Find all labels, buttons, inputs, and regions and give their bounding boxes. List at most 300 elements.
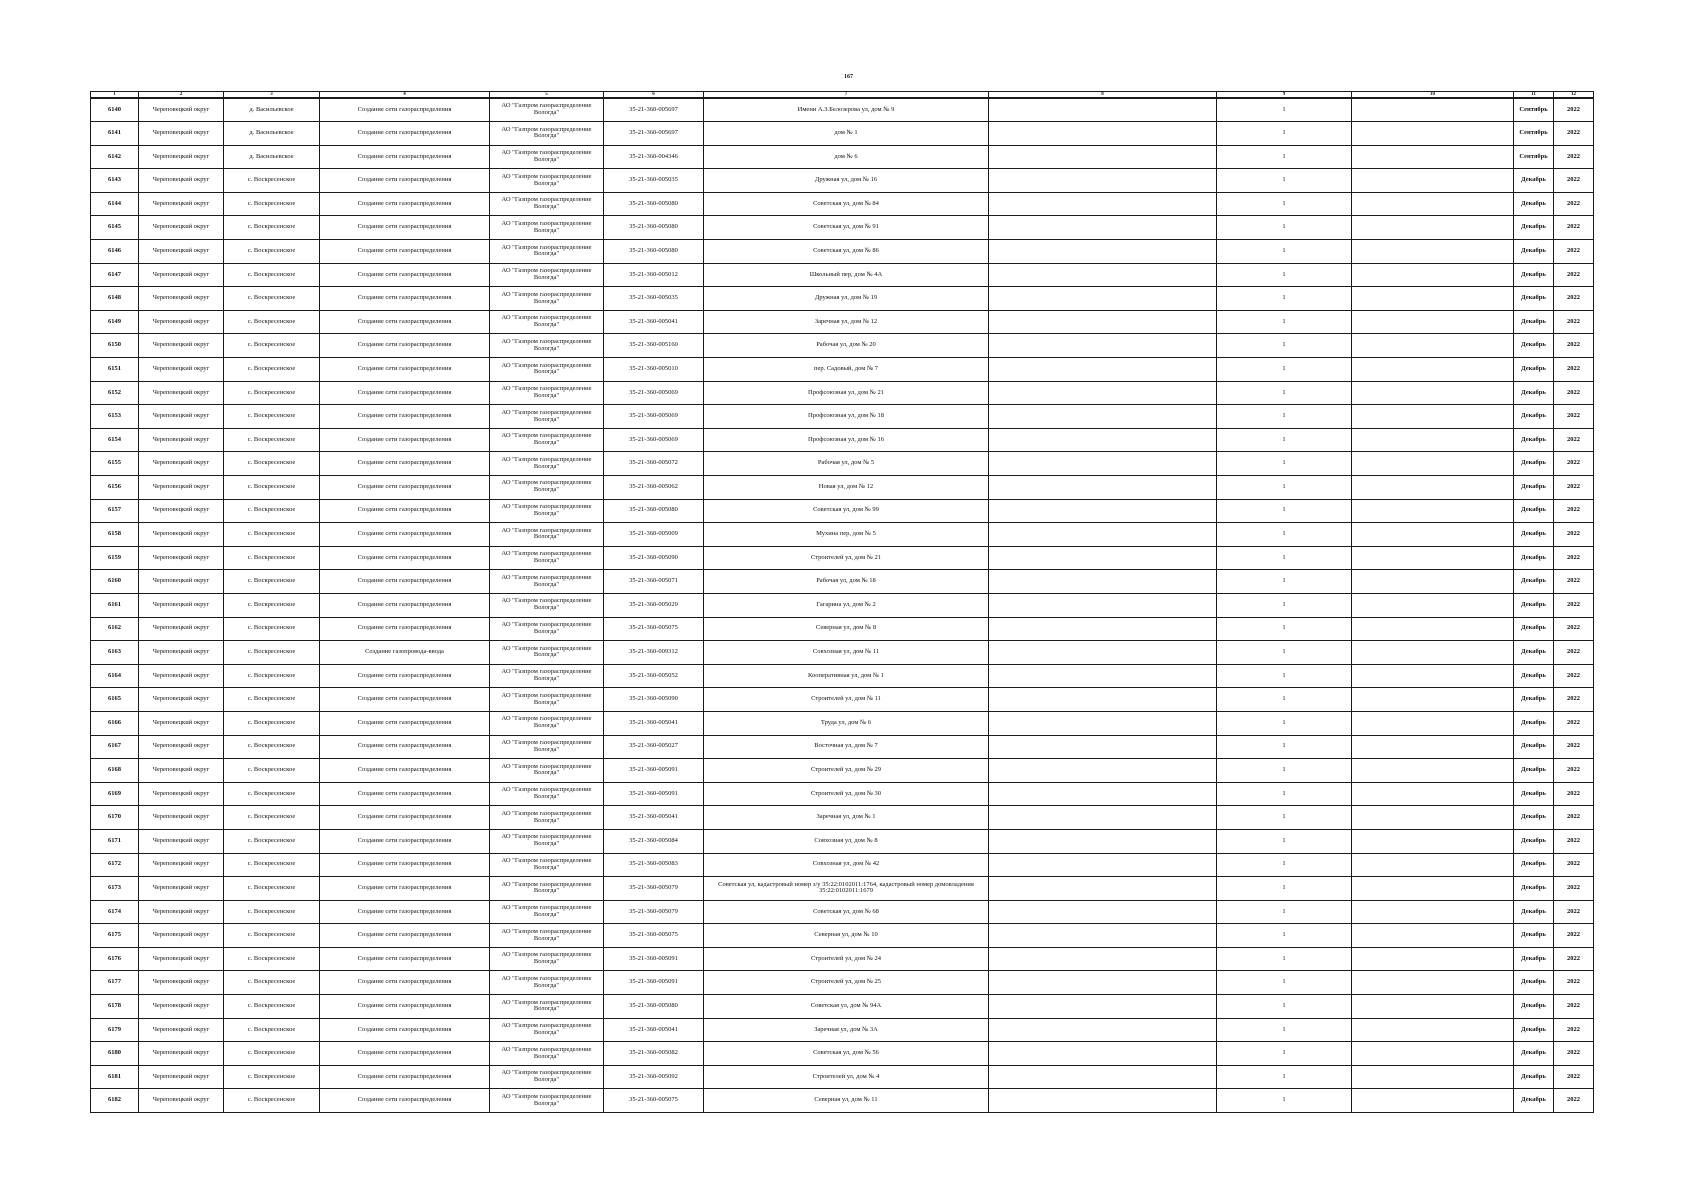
address-cell: Труда ул, дом № 6 [704, 711, 989, 735]
gas-network-code-cell: 35-21-360-005075 [604, 1089, 704, 1113]
row-number-cell: 6161 [91, 593, 139, 617]
row-number-cell: 6142 [91, 145, 139, 169]
organization-cell: АО "Газпром газораспределение Вологда" [490, 688, 604, 712]
row-number-cell: 6168 [91, 759, 139, 783]
row-number-cell: 6160 [91, 570, 139, 594]
month-cell: Декабрь [1514, 263, 1554, 287]
settlement-cell: с. Воскресенское [224, 759, 320, 783]
row-number-cell: 6147 [91, 263, 139, 287]
gas-network-code-cell: 35-21-360-005090 [604, 546, 704, 570]
district-cell: Череповецкий округ [139, 240, 224, 264]
row-number-cell: 6175 [91, 924, 139, 948]
row-number-cell: 6177 [91, 971, 139, 995]
settlement-cell: с. Воскресенское [224, 782, 320, 806]
work-type-cell: Создание газопровода-ввода [320, 641, 490, 665]
row-number-cell: 6167 [91, 735, 139, 759]
district-cell: Череповецкий округ [139, 476, 224, 500]
quantity-cell: 1 [1217, 900, 1352, 924]
empty-cell [1352, 877, 1514, 901]
settlement-cell: с. Воскресенское [224, 405, 320, 429]
column-header: 1 [91, 92, 139, 99]
address-cell: Заречная ул, дом № 12 [704, 310, 989, 334]
table-row [91, 900, 1594, 924]
district-cell: Череповецкий округ [139, 617, 224, 641]
year-cell: 2022 [1554, 98, 1594, 122]
organization-cell: АО "Газпром газораспределение Вологда" [490, 782, 604, 806]
empty-cell [1352, 287, 1514, 311]
empty-cell [989, 995, 1217, 1019]
address-cell: дом № 6 [704, 145, 989, 169]
work-type-cell: Создание сети газораспределения [320, 947, 490, 971]
empty-cell [1352, 995, 1514, 1019]
address-cell: Заречная ул, дом № 3А [704, 1018, 989, 1042]
empty-cell [1352, 546, 1514, 570]
work-type-cell: Создание сети газораспределения [320, 240, 490, 264]
organization-cell: АО "Газпром газораспределение Вологда" [490, 947, 604, 971]
organization-cell: АО "Газпром газораспределение Вологда" [490, 452, 604, 476]
work-type-cell: Создание сети газораспределения [320, 499, 490, 523]
table-row [91, 1065, 1594, 1089]
address-cell: Советская ул, дом № 94А [704, 995, 989, 1019]
year-cell: 2022 [1554, 1089, 1594, 1113]
year-cell: 2022 [1554, 358, 1594, 382]
settlement-cell: с. Воскресенское [224, 546, 320, 570]
column-header: 9 [1217, 92, 1352, 99]
address-cell: Профсоюзная ул, дом № 16 [704, 428, 989, 452]
work-type-cell: Создание сети газораспределения [320, 310, 490, 334]
address-cell: Рабочая ул, дом № 20 [704, 334, 989, 358]
month-cell: Сентябрь [1514, 145, 1554, 169]
row-number-cell: 6171 [91, 829, 139, 853]
table-row [91, 122, 1594, 146]
year-cell: 2022 [1554, 924, 1594, 948]
gas-network-code-cell: 35-21-360-005080 [604, 192, 704, 216]
settlement-cell: с. Воскресенское [224, 523, 320, 547]
year-cell: 2022 [1554, 688, 1594, 712]
quantity-cell: 1 [1217, 1018, 1352, 1042]
month-cell: Декабрь [1514, 1042, 1554, 1066]
empty-cell [1352, 617, 1514, 641]
address-cell: Советская ул, дом № 68 [704, 900, 989, 924]
work-type-cell: Создание сети газораспределения [320, 688, 490, 712]
address-cell: Совхозная ул, дом № 42 [704, 853, 989, 877]
address-cell: Гагарина ул, дом № 2 [704, 593, 989, 617]
organization-cell: АО "Газпром газораспределение Вологда" [490, 1018, 604, 1042]
month-cell: Декабрь [1514, 358, 1554, 382]
quantity-cell: 1 [1217, 381, 1352, 405]
organization-cell: АО "Газпром газораспределение Вологда" [490, 641, 604, 665]
work-type-cell: Создание сети газораспределения [320, 1018, 490, 1042]
gas-network-code-cell: 35-21-360-005035 [604, 287, 704, 311]
settlement-cell: д. Васильевское [224, 145, 320, 169]
empty-cell [989, 263, 1217, 287]
quantity-cell: 1 [1217, 1042, 1352, 1066]
row-number-cell: 6169 [91, 782, 139, 806]
gas-network-code-cell: 35-21-360-005083 [604, 853, 704, 877]
year-cell: 2022 [1554, 546, 1594, 570]
table-row [91, 711, 1594, 735]
district-cell: Череповецкий округ [139, 98, 224, 122]
quantity-cell: 1 [1217, 735, 1352, 759]
address-cell: дом № 1 [704, 122, 989, 146]
organization-cell: АО "Газпром газораспределение Вологда" [490, 806, 604, 830]
gas-network-code-cell: 35-21-360-005084 [604, 829, 704, 853]
organization-cell: АО "Газпром газораспределение Вологда" [490, 263, 604, 287]
organization-cell: АО "Газпром газораспределение Вологда" [490, 381, 604, 405]
table-row [91, 145, 1594, 169]
quantity-cell: 1 [1217, 98, 1352, 122]
month-cell: Декабрь [1514, 853, 1554, 877]
work-type-cell: Создание сети газораспределения [320, 405, 490, 429]
table-row [91, 782, 1594, 806]
district-cell: Череповецкий округ [139, 900, 224, 924]
table-row [91, 1018, 1594, 1042]
district-cell: Череповецкий округ [139, 358, 224, 382]
year-cell: 2022 [1554, 169, 1594, 193]
empty-cell [1352, 428, 1514, 452]
column-header: 4 [320, 92, 490, 99]
gas-network-code-cell: 35-21-360-005080 [604, 499, 704, 523]
work-type-cell: Создание сети газораспределения [320, 877, 490, 901]
empty-cell [1352, 476, 1514, 500]
settlement-cell: с. Воскресенское [224, 995, 320, 1019]
empty-cell [989, 499, 1217, 523]
empty-cell [1352, 216, 1514, 240]
empty-cell [989, 546, 1217, 570]
table-row [91, 617, 1594, 641]
month-cell: Декабрь [1514, 1065, 1554, 1089]
month-cell: Декабрь [1514, 900, 1554, 924]
district-cell: Череповецкий округ [139, 1065, 224, 1089]
organization-cell: АО "Газпром газораспределение Вологда" [490, 476, 604, 500]
address-cell: Строителей ул, дом № 30 [704, 782, 989, 806]
year-cell: 2022 [1554, 806, 1594, 830]
settlement-cell: с. Воскресенское [224, 381, 320, 405]
month-cell: Декабрь [1514, 759, 1554, 783]
empty-cell [989, 806, 1217, 830]
month-cell: Декабрь [1514, 452, 1554, 476]
work-type-cell: Создание сети газораспределения [320, 806, 490, 830]
table-row [91, 688, 1594, 712]
empty-cell [1352, 334, 1514, 358]
row-number-cell: 6145 [91, 216, 139, 240]
empty-cell [989, 122, 1217, 146]
table-row [91, 995, 1594, 1019]
settlement-cell: с. Воскресенское [224, 1018, 320, 1042]
quantity-cell: 1 [1217, 853, 1352, 877]
quantity-cell: 1 [1217, 334, 1352, 358]
empty-cell [1352, 358, 1514, 382]
year-cell: 2022 [1554, 711, 1594, 735]
table-row [91, 523, 1594, 547]
district-cell: Череповецкий округ [139, 664, 224, 688]
empty-cell [989, 287, 1217, 311]
settlement-cell: с. Воскресенское [224, 688, 320, 712]
organization-cell: АО "Газпром газораспределение Вологда" [490, 428, 604, 452]
column-header: 2 [139, 92, 224, 99]
organization-cell: АО "Газпром газораспределение Вологда" [490, 593, 604, 617]
table-row [91, 334, 1594, 358]
quantity-cell: 1 [1217, 947, 1352, 971]
year-cell: 2022 [1554, 476, 1594, 500]
gas-network-code-cell: 35-21-360-005072 [604, 452, 704, 476]
address-cell: Рабочая ул, дом № 18 [704, 570, 989, 594]
empty-cell [989, 145, 1217, 169]
district-cell: Череповецкий округ [139, 641, 224, 665]
settlement-cell: с. Воскресенское [224, 428, 320, 452]
address-cell: Советская ул, дом № 86 [704, 240, 989, 264]
month-cell: Декабрь [1514, 546, 1554, 570]
table-row [91, 829, 1594, 853]
work-type-cell: Создание сети газораспределения [320, 358, 490, 382]
month-cell: Декабрь [1514, 428, 1554, 452]
organization-cell: АО "Газпром газораспределение Вологда" [490, 900, 604, 924]
settlement-cell: с. Воскресенское [224, 310, 320, 334]
year-cell: 2022 [1554, 1042, 1594, 1066]
gas-network-code-cell: 35-21-360-005091 [604, 759, 704, 783]
empty-cell [1352, 122, 1514, 146]
address-cell: Кооперативная ул, дом № 1 [704, 664, 989, 688]
settlement-cell: с. Воскресенское [224, 452, 320, 476]
gas-network-code-cell: 35-21-360-005041 [604, 711, 704, 735]
address-cell: Новая ул, дом № 12 [704, 476, 989, 500]
month-cell: Декабрь [1514, 877, 1554, 901]
settlement-cell: д. Васильевское [224, 98, 320, 122]
settlement-cell: с. Воскресенское [224, 853, 320, 877]
column-header: 8 [989, 92, 1217, 99]
quantity-cell: 1 [1217, 1089, 1352, 1113]
empty-cell [1352, 169, 1514, 193]
settlement-cell: с. Воскресенское [224, 1065, 320, 1089]
work-type-cell: Создание сети газораспределения [320, 593, 490, 617]
year-cell: 2022 [1554, 405, 1594, 429]
address-cell: Северная ул, дом № 11 [704, 1089, 989, 1113]
work-type-cell: Создание сети газораспределения [320, 169, 490, 193]
work-type-cell: Создание сети газораспределения [320, 711, 490, 735]
settlement-cell: с. Воскресенское [224, 476, 320, 500]
row-number-cell: 6158 [91, 523, 139, 547]
district-cell: Череповецкий округ [139, 877, 224, 901]
year-cell: 2022 [1554, 570, 1594, 594]
quantity-cell: 1 [1217, 358, 1352, 382]
quantity-cell: 1 [1217, 310, 1352, 334]
page-number: 167 [844, 74, 853, 80]
organization-cell: АО "Газпром газораспределение Вологда" [490, 924, 604, 948]
work-type-cell: Создание сети газораспределения [320, 995, 490, 1019]
empty-cell [989, 924, 1217, 948]
quantity-cell: 1 [1217, 523, 1352, 547]
district-cell: Череповецкий округ [139, 310, 224, 334]
district-cell: Череповецкий округ [139, 452, 224, 476]
work-type-cell: Создание сети газораспределения [320, 216, 490, 240]
organization-cell: АО "Газпром газораспределение Вологда" [490, 853, 604, 877]
quantity-cell: 1 [1217, 169, 1352, 193]
row-number-cell: 6146 [91, 240, 139, 264]
district-cell: Череповецкий округ [139, 759, 224, 783]
settlement-cell: с. Воскресенское [224, 806, 320, 830]
work-type-cell: Создание сети газораспределения [320, 924, 490, 948]
organization-cell: АО "Газпром газораспределение Вологда" [490, 971, 604, 995]
row-number-cell: 6166 [91, 711, 139, 735]
empty-cell [989, 1018, 1217, 1042]
empty-cell [989, 759, 1217, 783]
work-type-cell: Создание сети газораспределения [320, 759, 490, 783]
table-row [91, 310, 1594, 334]
organization-cell: АО "Газпром газораспределение Вологда" [490, 1089, 604, 1113]
row-number-cell: 6155 [91, 452, 139, 476]
settlement-cell: с. Воскресенское [224, 240, 320, 264]
gas-network-code-cell: 35-21-360-005012 [604, 263, 704, 287]
organization-cell: АО "Газпром газораспределение Вологда" [490, 405, 604, 429]
gas-network-code-cell: 35-21-360-005052 [604, 664, 704, 688]
organization-cell: АО "Газпром газораспределение Вологда" [490, 499, 604, 523]
month-cell: Декабрь [1514, 405, 1554, 429]
organization-cell: АО "Газпром газораспределение Вологда" [490, 287, 604, 311]
month-cell: Декабрь [1514, 995, 1554, 1019]
settlement-cell: с. Воскресенское [224, 924, 320, 948]
settlement-cell: с. Воскресенское [224, 263, 320, 287]
gas-distribution-table [90, 91, 1594, 1113]
quantity-cell: 1 [1217, 924, 1352, 948]
empty-cell [1352, 759, 1514, 783]
address-cell: Советская ул, дом № 56 [704, 1042, 989, 1066]
district-cell: Череповецкий округ [139, 122, 224, 146]
row-number-cell: 6180 [91, 1042, 139, 1066]
empty-cell [1352, 452, 1514, 476]
empty-cell [989, 688, 1217, 712]
settlement-cell: с. Воскресенское [224, 617, 320, 641]
empty-cell [989, 310, 1217, 334]
year-cell: 2022 [1554, 381, 1594, 405]
empty-cell [1352, 782, 1514, 806]
month-cell: Декабрь [1514, 971, 1554, 995]
empty-cell [1352, 381, 1514, 405]
gas-network-code-cell: 35-21-360-005069 [604, 381, 704, 405]
organization-cell: АО "Газпром газораспределение Вологда" [490, 358, 604, 382]
organization-cell: АО "Газпром газораспределение Вологда" [490, 711, 604, 735]
table-row [91, 98, 1594, 122]
work-type-cell: Создание сети газораспределения [320, 1042, 490, 1066]
empty-cell [1352, 947, 1514, 971]
year-cell: 2022 [1554, 593, 1594, 617]
gas-network-code-cell: 35-21-360-005079 [604, 900, 704, 924]
row-number-cell: 6165 [91, 688, 139, 712]
work-type-cell: Создание сети газораспределения [320, 1089, 490, 1113]
district-cell: Череповецкий округ [139, 499, 224, 523]
district-cell: Череповецкий округ [139, 216, 224, 240]
settlement-cell: с. Воскресенское [224, 192, 320, 216]
year-cell: 2022 [1554, 782, 1594, 806]
quantity-cell: 1 [1217, 240, 1352, 264]
work-type-cell: Создание сети газораспределения [320, 287, 490, 311]
empty-cell [1352, 664, 1514, 688]
district-cell: Череповецкий округ [139, 334, 224, 358]
row-number-cell: 6141 [91, 122, 139, 146]
empty-cell [989, 98, 1217, 122]
empty-cell [989, 523, 1217, 547]
quantity-cell: 1 [1217, 971, 1352, 995]
quantity-cell: 1 [1217, 452, 1352, 476]
address-cell: пер. Садовый, дом № 7 [704, 358, 989, 382]
table-row [91, 1042, 1594, 1066]
quantity-cell: 1 [1217, 617, 1352, 641]
district-cell: Череповецкий округ [139, 287, 224, 311]
month-cell: Декабрь [1514, 664, 1554, 688]
row-number-cell: 6156 [91, 476, 139, 500]
work-type-cell: Создание сети газораспределения [320, 829, 490, 853]
row-number-cell: 6176 [91, 947, 139, 971]
empty-cell [1352, 263, 1514, 287]
organization-cell: АО "Газпром газораспределение Вологда" [490, 877, 604, 901]
work-type-cell: Создание сети газораспределения [320, 381, 490, 405]
month-cell: Декабрь [1514, 711, 1554, 735]
month-cell: Декабрь [1514, 169, 1554, 193]
organization-cell: АО "Газпром газораспределение Вологда" [490, 759, 604, 783]
gas-network-code-cell: 35-21-360-005029 [604, 593, 704, 617]
empty-cell [989, 405, 1217, 429]
table-row [91, 924, 1594, 948]
empty-cell [1352, 523, 1514, 547]
organization-cell: АО "Газпром газораспределение Вологда" [490, 310, 604, 334]
gas-network-code-cell: 35-21-360-005069 [604, 405, 704, 429]
gas-network-code-cell: 35-21-360-005009 [604, 523, 704, 547]
quantity-cell: 1 [1217, 664, 1352, 688]
empty-cell [1352, 1018, 1514, 1042]
empty-cell [1352, 971, 1514, 995]
quantity-cell: 1 [1217, 192, 1352, 216]
quantity-cell: 1 [1217, 995, 1352, 1019]
row-number-cell: 6164 [91, 664, 139, 688]
year-cell: 2022 [1554, 192, 1594, 216]
empty-cell [989, 1065, 1217, 1089]
empty-cell [989, 641, 1217, 665]
organization-cell: АО "Газпром газораспределение Вологда" [490, 1065, 604, 1089]
empty-cell [1352, 924, 1514, 948]
row-number-cell: 6170 [91, 806, 139, 830]
month-cell: Декабрь [1514, 924, 1554, 948]
gas-network-code-cell: 35-21-360-005062 [604, 476, 704, 500]
gas-network-code-cell: 35-21-360-005027 [604, 735, 704, 759]
table-row [91, 641, 1594, 665]
settlement-cell: с. Воскресенское [224, 287, 320, 311]
empty-cell [1352, 688, 1514, 712]
address-cell: Дружная ул, дом № 19 [704, 287, 989, 311]
organization-cell: АО "Газпром газораспределение Вологда" [490, 98, 604, 122]
year-cell: 2022 [1554, 287, 1594, 311]
year-cell: 2022 [1554, 1065, 1594, 1089]
month-cell: Декабрь [1514, 1018, 1554, 1042]
year-cell: 2022 [1554, 122, 1594, 146]
month-cell: Декабрь [1514, 216, 1554, 240]
work-type-cell: Создание сети газораспределения [320, 145, 490, 169]
work-type-cell: Создание сети газораспределения [320, 192, 490, 216]
table-row [91, 287, 1594, 311]
address-cell: Строителей ул, дом № 24 [704, 947, 989, 971]
empty-cell [989, 1089, 1217, 1113]
address-cell: Строителей ул, дом № 4 [704, 1065, 989, 1089]
year-cell: 2022 [1554, 499, 1594, 523]
organization-cell: АО "Газпром газораспределение Вологда" [490, 995, 604, 1019]
quantity-cell: 1 [1217, 759, 1352, 783]
district-cell: Череповецкий округ [139, 169, 224, 193]
district-cell: Череповецкий округ [139, 924, 224, 948]
table-row [91, 216, 1594, 240]
gas-network-code-cell: 35-21-360-005041 [604, 310, 704, 334]
organization-cell: АО "Газпром газораспределение Вологда" [490, 334, 604, 358]
settlement-cell: с. Воскресенское [224, 900, 320, 924]
table-row [91, 806, 1594, 830]
row-number-cell: 6182 [91, 1089, 139, 1113]
